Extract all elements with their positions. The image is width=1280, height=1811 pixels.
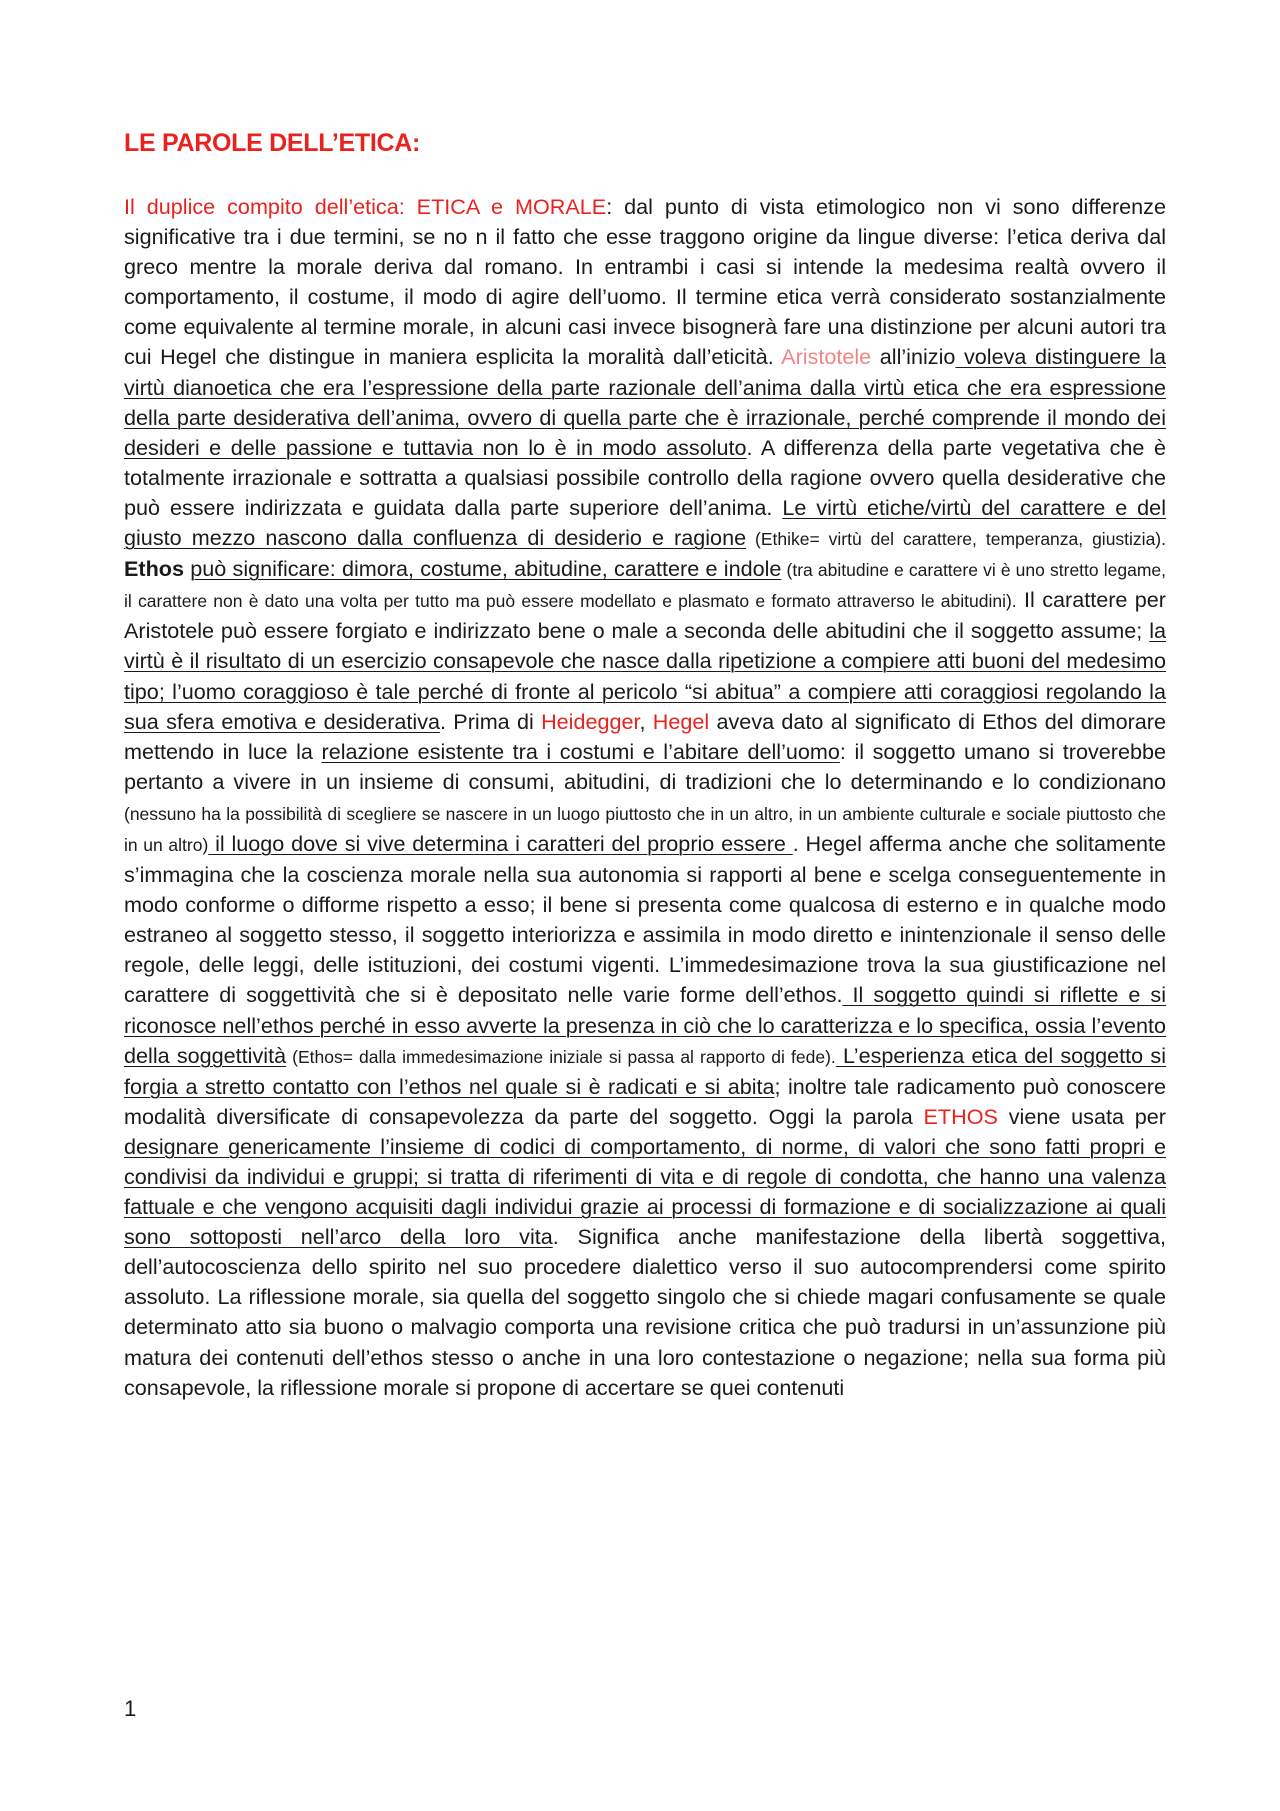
- parenthetical-note: (tra abitudine e carattere vi è uno stretto legame, il carattere non è dato una volta per tutto ma può essere modellato e plasmato e formato attraverso le abitudini).: [124, 560, 1167, 612]
- text-run: viene usata per: [997, 1103, 1167, 1129]
- underlined-text: può significare: dimora, costume, abitudine, carattere e indole: [190, 556, 782, 582]
- parenthetical-note: (Ethos= dalla immedesimazione iniziale si passa al rapporto di fede).: [286, 1046, 836, 1067]
- text-run: . Hegel afferma anche che solitamente s’immagina che la coscienza morale nella sua autonomia si rapporti al bene e scelga conseguentemente in modo conforme o difforme rispetto a esso; il bene si presenta come qualcosa di esterno e in qualche modo estraneo al soggetto stesso, il soggetto interiorizza e assimila in modo diretto e inintenzionale il senso delle regole, delle leggi, delle istituzioni, dei costumi vigenti. L’immedesimazione trova la sua giustificazione nel carattere di soggettività che si è depositato nelle varie forme dell’ethos.: [124, 830, 1166, 1008]
- text-run: . A differenza della parte vegetativa che è totalmente irrazionale e sottratta a qualsiasi possibile controllo della ragione ovvero quella desiderative che può essere indirizzata e guidata dalla parte superiore dell’anima.: [124, 434, 1167, 520]
- highlight-red-text: ETHOS: [923, 1103, 998, 1129]
- underlined-text: il luogo dove si vive determina i caratteri del proprio essere: [208, 830, 793, 856]
- page-title: LE PAROLE DELL’ETICA:: [124, 129, 421, 157]
- text-run: . Significa anche manifestazione della libertà soggettiva, dell’autocoscienza dello spirito nel suo procedere dialettico verso il suo autocomprendersi come spirito assoluto. La riflessione morale, sia quella del soggetto singolo che si chiede magari confusamente se quale determinato atto sia buono o malvagio comporta una revisione critica che può tradursi in un’assunzione più matura dei contenuti dell’ethos stesso o anche in una loro contestazione o negazione; nella sua forma più consapevole, la riflessione morale si propone di accertare se quei contenuti: [124, 1224, 1166, 1400]
- text-run: : dal punto di vista etimologico non vi sono differenze significative tra i due termini, se no n il fatto che esse traggono origine da lingue diverse: l’etica deriva dal greco mentre la morale deriva dal romano. In entrambi i casi si intende la medesima realtà ovvero il comportamento, il costume, il modo di agire dell’uomo. Il termine etica verrà considerato sostanzialmente come equivalente al termine morale, in alcuni casi invece bisognerà fare una distinzione per alcuni autori tra cui Hegel che distingue in maniera esplicita la moralità dall’eticità.: [124, 194, 1166, 370]
- text-run: Il carattere per Aristotele può essere forgiato e indirizzato bene o male a seconda delle abitudini che il soggetto assume;: [124, 587, 1166, 644]
- text-run: ; inoltre tale radicamento può conoscere modalità diversificate di consapevolezza da parte del soggetto. Oggi la parola: [124, 1073, 1166, 1129]
- underlined-text: L’esperienza etica del soggetto si forgia a stretto contatto con l’ethos nel quale si è radicati e si abita: [124, 1042, 1167, 1099]
- page-number: 1: [124, 1696, 137, 1721]
- body-paragraph: [124, 192, 1166, 1403]
- underlined-text: Le virtù etiche/virtù del carattere e del giusto mezzo nascono dalla confluenza di desiderio e ragione: [124, 494, 1166, 551]
- bold-term: Ethos: [124, 556, 184, 582]
- underlined-text: Il soggetto quindi si riflette e si riconosce nell’ethos perché in esso avverte la presenza in ciò che lo caratterizza e lo specifica, ossia l’evento della soggettività: [124, 982, 1166, 1068]
- text-run: ,: [639, 708, 653, 734]
- highlight-red-text: Hegel: [652, 708, 710, 734]
- highlight-red-text: Heidegger: [541, 708, 640, 734]
- text-run: : il soggetto umano si troverebbe pertanto a vivere in un insieme di consumi, abitudini, di tradizioni che lo determinando e lo condizionano: [124, 738, 1166, 794]
- underlined-text: la virtù è il risultato di un esercizio consapevole che nasce dalla ripetizione a compiere atti buoni del medesimo tipo; l’uomo coraggioso è tale perché di fronte al pericolo “si abitua” a compiere atti coraggiosi regolando la sua sfera emotiva e desiderativa: [124, 618, 1166, 734]
- text-run: aveva dato al significato di Ethos del dimorare mettendo in luce la: [124, 708, 1166, 764]
- parenthetical-note: (Ethike= virtù del carattere, temperanza, giustizia).: [746, 529, 1166, 550]
- highlight-name-text: Aristotele: [781, 344, 872, 370]
- parenthetical-note: (nessuno ha la possibilità di scegliere se nascere in un luogo piuttosto che in un altro, in un ambiente culturale e sociale piuttosto che in un altro): [124, 803, 1166, 855]
- underlined-text: voleva distinguere la virtù dianoetica che era l’espressione della parte razionale dell’anima dalla virtù etica che era espressione della parte desiderativa dell’anima, ovvero di quella parte che è irrazionale, perché comprende il mondo dei desideri e delle passione e tuttavia non lo è in modo assoluto: [124, 344, 1167, 460]
- underlined-text: designare genericamente l’insieme di codici di comportamento, di norme, di valori che sono fatti propri e condivisi da individui e gruppi; si tratta di riferimenti di vita e di regole di condotta, che hanno una valenza fattuale e che vengono acquisiti dagli individui grazie ai processi di formazione e di socializzazione ai quali sono sottoposti nell’arco della loro vita: [124, 1133, 1166, 1250]
- text-run: . Prima di: [440, 708, 542, 734]
- highlight-red-text: Il duplice compito dell’etica: ETICA e MORALE: [124, 194, 607, 219]
- underlined-text: relazione esistente tra i costumi e l’abitare dell’uomo: [321, 738, 840, 764]
- text-run: all’inizio: [871, 344, 956, 370]
